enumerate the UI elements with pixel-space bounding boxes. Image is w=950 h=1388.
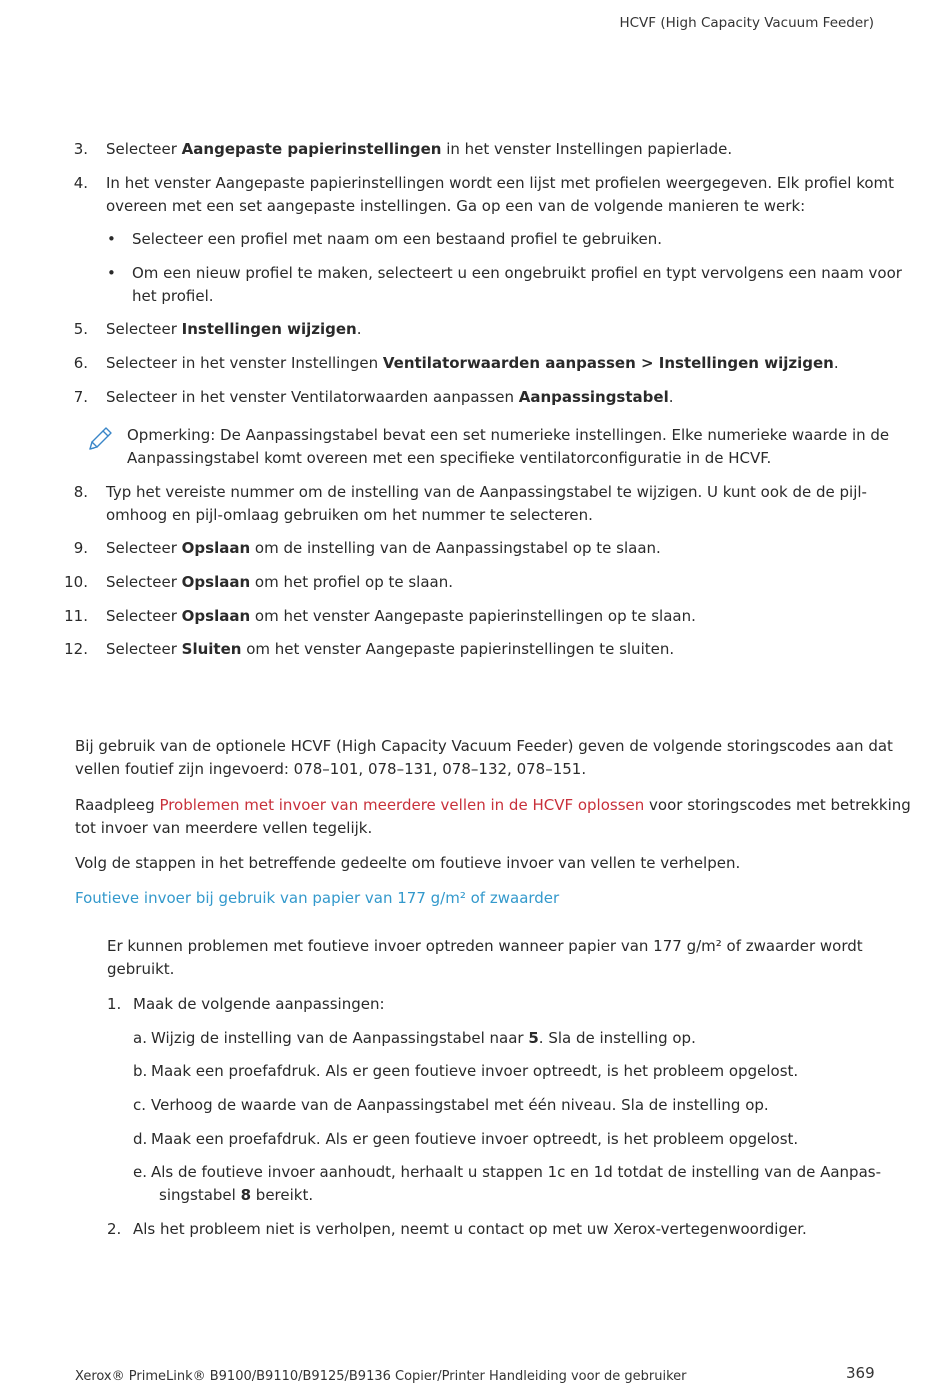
step-number: 1. <box>107 995 122 1013</box>
step-text: Selecteer Aangepaste papierinstellingen in het venster Instellingen papierlade. <box>106 140 733 158</box>
step-number: 7. <box>73 388 88 406</box>
step-text-line-1: Typ het vereiste nummer om de instelling van de Aanpassingstabel te wijzigen. U kunt ook de de pijl- <box>106 483 867 501</box>
note-text-line-1: Opmerking: De Aanpassingstabel bevat een set numerieke instellingen. Elke numerieke waarde in de <box>127 426 890 444</box>
paragraph-line: Raadpleeg Problemen met invoer van meerdere vellen in de HCVF oplossen voor storingscodes met betrekking <box>75 796 911 814</box>
step-text: Selecteer Instellingen wijzigen. <box>106 320 362 338</box>
step-text: Selecteer in het venster Ventilatorwaarden aanpassen Aanpassingstabel. <box>106 388 674 406</box>
paragraph-line: Volg de stappen in het betreffende gedeelte om foutieve invoer van vellen te verhelpen. <box>75 854 741 872</box>
step-text: Selecteer Opslaan om het venster Aangepaste papierinstellingen op te slaan. <box>106 607 696 625</box>
step-text: Selecteer Opslaan om de instelling van de Aanpassingstabel op te slaan. <box>106 539 661 557</box>
substep-text: Verhoog de waarde van de Aanpassingstabel met één niveau. Sla de instelling op. <box>151 1096 769 1114</box>
step-text: Maak de volgende aanpassingen: <box>133 995 385 1013</box>
bullet-text-line-1: Om een nieuw profiel te maken, selecteert u een ongebruikt profiel en typt vervolgens een naam voor <box>132 264 902 282</box>
step-number: 10. <box>64 573 88 591</box>
page-number: 369 <box>846 1364 875 1382</box>
intro-line: Er kunnen problemen met foutieve invoer optreden wanneer papier van 177 g/m² of zwaarder wordt <box>107 937 863 955</box>
step-number: 9. <box>73 539 88 557</box>
bullet-glyph: • <box>107 230 116 248</box>
substep-text: Maak een proefafdruk. Als er geen foutieve invoer optreedt, is het probleem opgelost. <box>151 1130 799 1148</box>
footer-product: Xerox® PrimeLink® B9100/B9110/B9125/B9136 Copier/Printer Handleiding voor de gebruiker <box>75 1369 687 1384</box>
step-number: 6. <box>73 354 88 372</box>
substep-letter: b. <box>133 1062 148 1080</box>
bullet-glyph: • <box>107 264 116 282</box>
step-number: 4. <box>73 174 88 192</box>
step-number: 11. <box>64 607 88 625</box>
step-text: Als het probleem niet is verholpen, neemt u contact op met uw Xerox-vertegenwoordiger. <box>133 1220 807 1238</box>
step-text-line-1: In het venster Aangepaste papierinstellingen wordt een lijst met profielen weergegeven. Elk profiel komt <box>106 174 895 192</box>
step-text-line-2: overeen met een set aangepaste instellingen. Ga op een van de volgende manieren te werk: <box>106 197 806 215</box>
step-number: 5. <box>73 320 88 338</box>
step-text-line-2: omhoog en pijl-omlaag gebruiken om het nummer te selecteren. <box>106 506 593 524</box>
substep-letter: d. <box>133 1130 148 1148</box>
substep-text-line-1: Als de foutieve invoer aanhoudt, herhaalt u stappen 1c en 1d totdat de instelling van de Aanpas- <box>151 1163 881 1181</box>
note-text-line-2: Aanpassingstabel komt overeen met een specifieke ventilatorconfiguratie in de HCVF. <box>127 449 772 467</box>
step-text: Selecteer in het venster Instellingen Ventilatorwaarden aanpassen > Instellingen wijzigen. <box>106 354 839 372</box>
step-number: 8. <box>73 483 88 501</box>
paragraph-line: vellen foutief zijn ingevoerd: 078–101, 078–131, 078–132, 078–151. <box>75 760 587 778</box>
step-text: Selecteer Opslaan om het profiel op te slaan. <box>106 573 454 591</box>
paragraph-line: Bij gebruik van de optionele HCVF (High Capacity Vacuum Feeder) geven de volgende storingscodes aan dat <box>75 737 893 755</box>
substep-letter: a. <box>133 1029 147 1047</box>
bullet-text-line-2: het profiel. <box>132 287 214 305</box>
intro-line: gebruikt. <box>107 960 175 978</box>
running-header: HCVF (High Capacity Vacuum Feeder) <box>619 15 874 31</box>
bullet-text: Selecteer een profiel met naam om een bestaand profiel te gebruiken. <box>132 230 663 248</box>
section-heading-link[interactable]: Foutieve invoer bij gebruik van papier van 177 g/m² of zwaarder <box>75 889 560 907</box>
step-number: 2. <box>107 1220 122 1238</box>
substep-text-line-2: singstabel 8 bereikt. <box>159 1186 314 1204</box>
troubleshooting-link[interactable]: Problemen met invoer van meerdere vellen in de HCVF oplossen <box>159 796 645 814</box>
pencil-icon <box>86 425 114 453</box>
paragraph-line: tot invoer van meerdere vellen tegelijk. <box>75 819 373 837</box>
substep-text: Wijzig de instelling van de Aanpassingstabel naar 5. Sla de instelling op. <box>151 1029 696 1047</box>
substep-letter: c. <box>133 1096 147 1114</box>
substep-letter: e. <box>133 1163 147 1181</box>
step-text: Selecteer Sluiten om het venster Aangepaste papierinstellingen te sluiten. <box>106 640 675 658</box>
step-number: 3. <box>73 140 88 158</box>
substep-text: Maak een proefafdruk. Als er geen foutieve invoer optreedt, is het probleem opgelost. <box>151 1062 799 1080</box>
step-number: 12. <box>64 640 88 658</box>
